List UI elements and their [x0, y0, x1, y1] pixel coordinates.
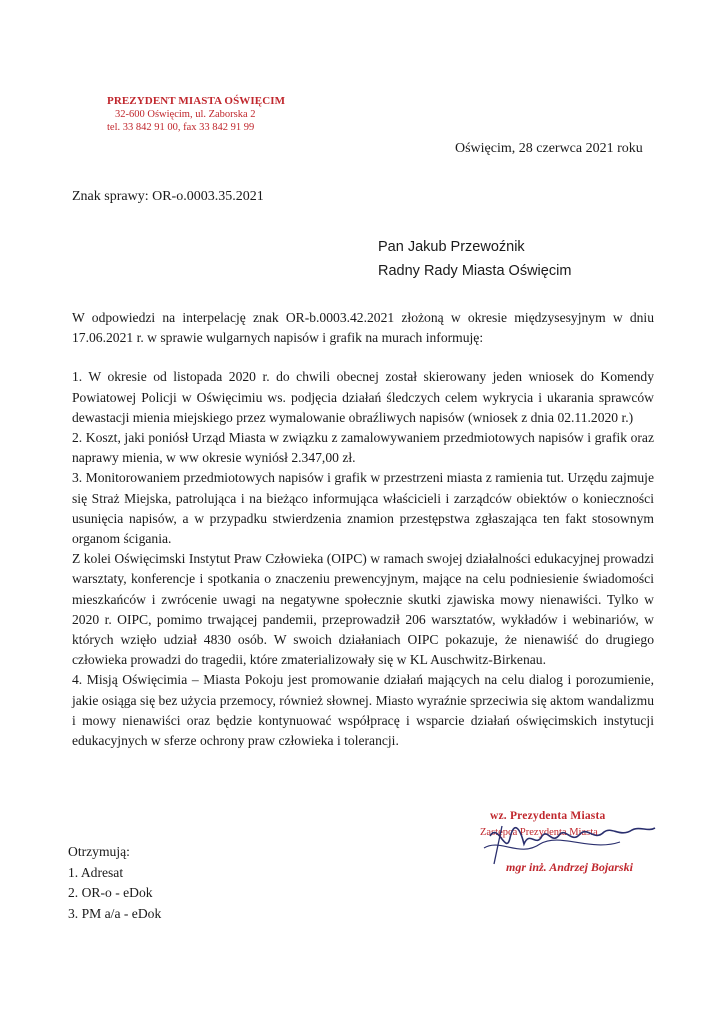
signature-name: mgr inż. Andrzej Bojarski [506, 860, 633, 874]
list-item: 1. Adresat [68, 864, 124, 880]
signature-role-line2: Zastępca Prezydenta Miasta [480, 827, 598, 838]
recipient-name: Pan Jakub Przewoźnik [378, 239, 525, 255]
intro-paragraph: W odpowiedzi na interpelację znak OR-b.0003.42.2021 złożoną w okresie międzysesyjnym w dniu 17.06.2021 r. w sprawie wulgarnych napisów i grafik na murach informuję: [72, 310, 654, 346]
distribution-list [68, 842, 161, 924]
list-item: 3. PM a/a - eDok [68, 905, 162, 921]
signature-role-line1: wz. Prezydenta Miasta [490, 810, 606, 822]
body-paragraph: 2. Koszt, jaki poniósł Urząd Miasta w związku z zamalowywaniem przedmiotowych napisów i grafik oraz naprawy mienia, w ww okresie wyniósł 2.347,00 zł. [72, 430, 654, 466]
body-paragraph: 3. Monitorowaniem przedmiotowych napisów i grafik w przestrzeni miasta z ramienia tut. Urzędu zajmuje się Straż Miejska, patrolująca i na bieżąco informująca właścicieli i zarządców obiektów o konieczności usunięcia napisów, a w przypadku stwierdzenia znamion przestępstwa zgłaszająca ten fakt stosownym organom ścigania. [72, 470, 654, 547]
letterhead-address: 32-600 Oświęcim, ul. Zaborska 2 [115, 109, 256, 120]
letterhead-phone: tel. 33 842 91 00, fax 33 842 91 99 [107, 122, 255, 133]
letter-date: Oświęcim, 28 czerwca 2021 roku [455, 141, 643, 156]
body-paragraph: 4. Misją Oświęcimia – Miasta Pokoju jest promowanie działań mających na celu dialog i porozumienie, jakie osiąga się bez użycia przemocy, również słownej. Miasto wyraźnie sprzeciwia się aktom wandalizmu i mowy nienawiści oraz będzie kontynuować współpracę i wsparcie działań oświęcimskich instytucji edukacyjnych w sferze ochrony praw człowieka i tolerancji. [72, 672, 654, 749]
list-item: 2. OR-o - eDok [68, 885, 153, 900]
letterhead-stamp [107, 95, 285, 134]
recipient-title: Radny Rady Miasta Oświęcim [378, 263, 572, 279]
distribution-items [68, 863, 161, 925]
body-paragraph: Z kolei Oświęcimski Instytut Praw Człowieka (OIPC) w ramach swojej działalności edukacyjnej prowadzi warsztaty, konferencje i spotkania o znaczeniu prewencyjnym, mające na celu podniesienie świadomości mieszkańców i zwrócenie uwagi na negatywne społecznie skutki zjawiska mowy nienawiści. Tylko w 2020 r. OIPC, pomimo trwającej pandemii, przeprowadził 206 warsztatów, wykładów i webinariów, w których wzięło udział 4830 osób. W swoich działaniach OIPC pokazuje, że nienawiść do drugiego człowieka prowadzi do tragedii, które zmaterializowały się w KL Auschwitz-Birkenau. [72, 551, 654, 668]
letter-body [72, 308, 654, 751]
letterhead-title: PREZYDENT MIASTA OŚWIĘCIM [107, 95, 286, 107]
signature-stamp [480, 808, 660, 888]
distribution-heading: Otrzymują: [68, 844, 130, 859]
recipient-block [378, 235, 571, 283]
case-number: Znak sprawy: OR-o.0003.35.2021 [72, 189, 264, 204]
handwritten-signature-icon [480, 808, 660, 888]
body-paragraph: 1. W okresie od listopada 2020 r. do chwili obecnej został skierowany jeden wniosek do Komendy Powiatowej Policji w Oświęcimiu ws. podjęcia działań śledczych celem wykrycia i ukarania sprawców dewastacji mienia miejskiego przez wymalowanie obraźliwych napisów (wniosek z dnia 02.11.2020 r.) [72, 369, 654, 425]
